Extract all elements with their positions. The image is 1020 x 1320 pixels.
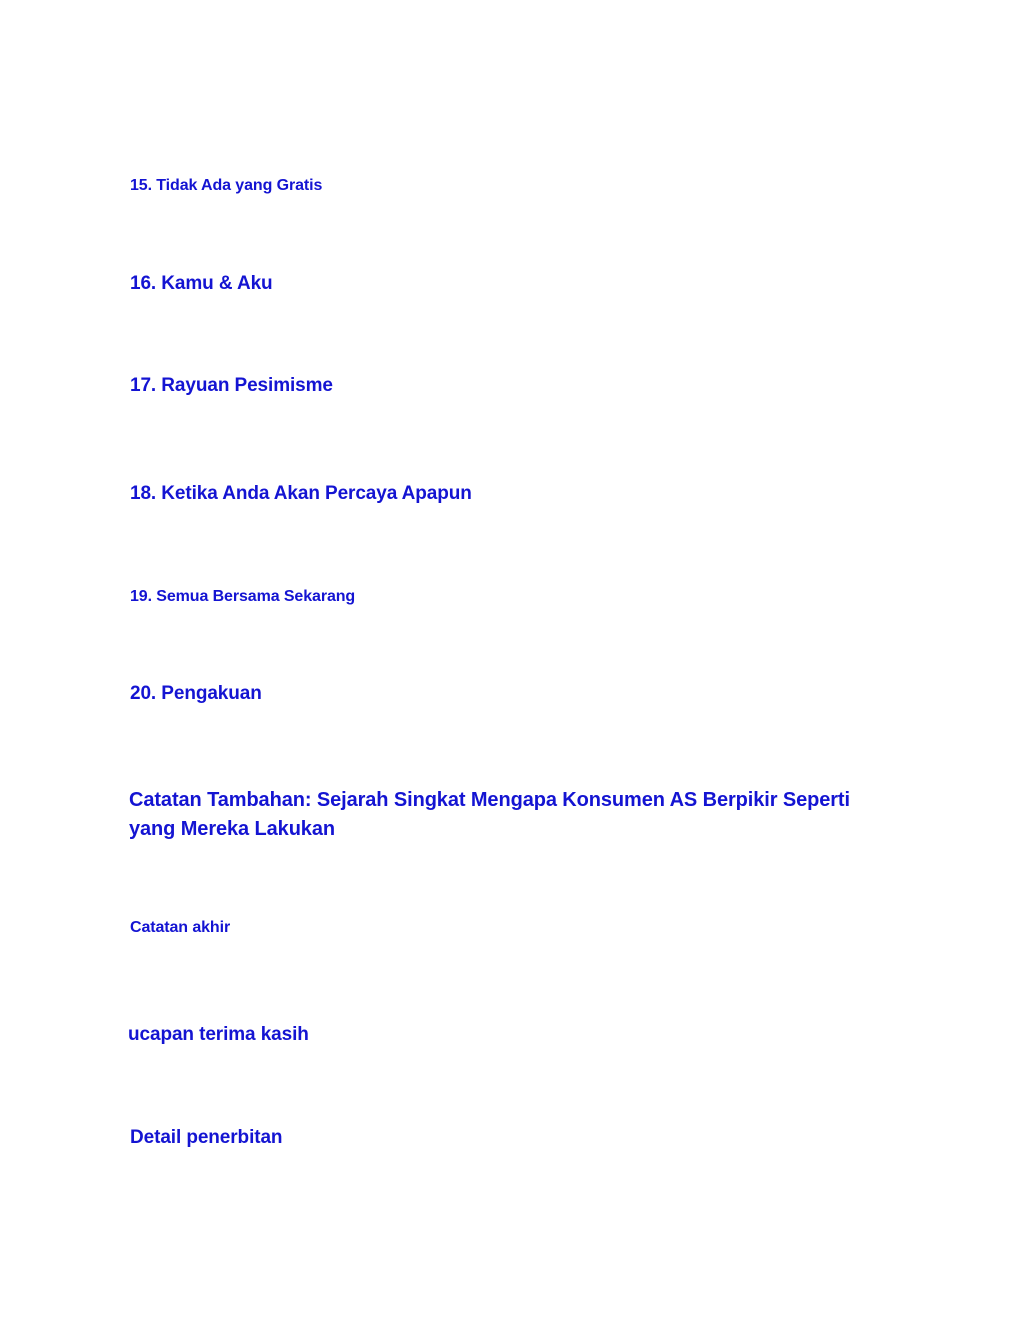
toc-entry-20[interactable]: 20. Pengakuan (130, 683, 262, 704)
toc-entry-15[interactable]: 15. Tidak Ada yang Gratis (130, 177, 323, 194)
toc-entry-acknowledgements[interactable]: ucapan terima kasih (128, 1024, 309, 1045)
toc-entry-additional-notes[interactable]: Catatan Tambahan: Sejarah Singkat Mengapa Konsumen AS Berpikir Seperti yang Mereka Lakukan (129, 789, 850, 840)
toc-entry-19[interactable]: 19. Semua Bersama Sekarang (130, 588, 356, 605)
toc-entry-publishing-details[interactable]: Detail penerbitan (130, 1127, 283, 1148)
toc-entry-17[interactable]: 17. Rayuan Pesimisme (130, 375, 333, 396)
toc-entry-16[interactable]: 16. Kamu & Aku (130, 273, 273, 294)
toc-entry-18[interactable]: 18. Ketika Anda Akan Percaya Apapun (130, 483, 472, 504)
toc-entry-endnotes[interactable]: Catatan akhir (130, 919, 231, 936)
